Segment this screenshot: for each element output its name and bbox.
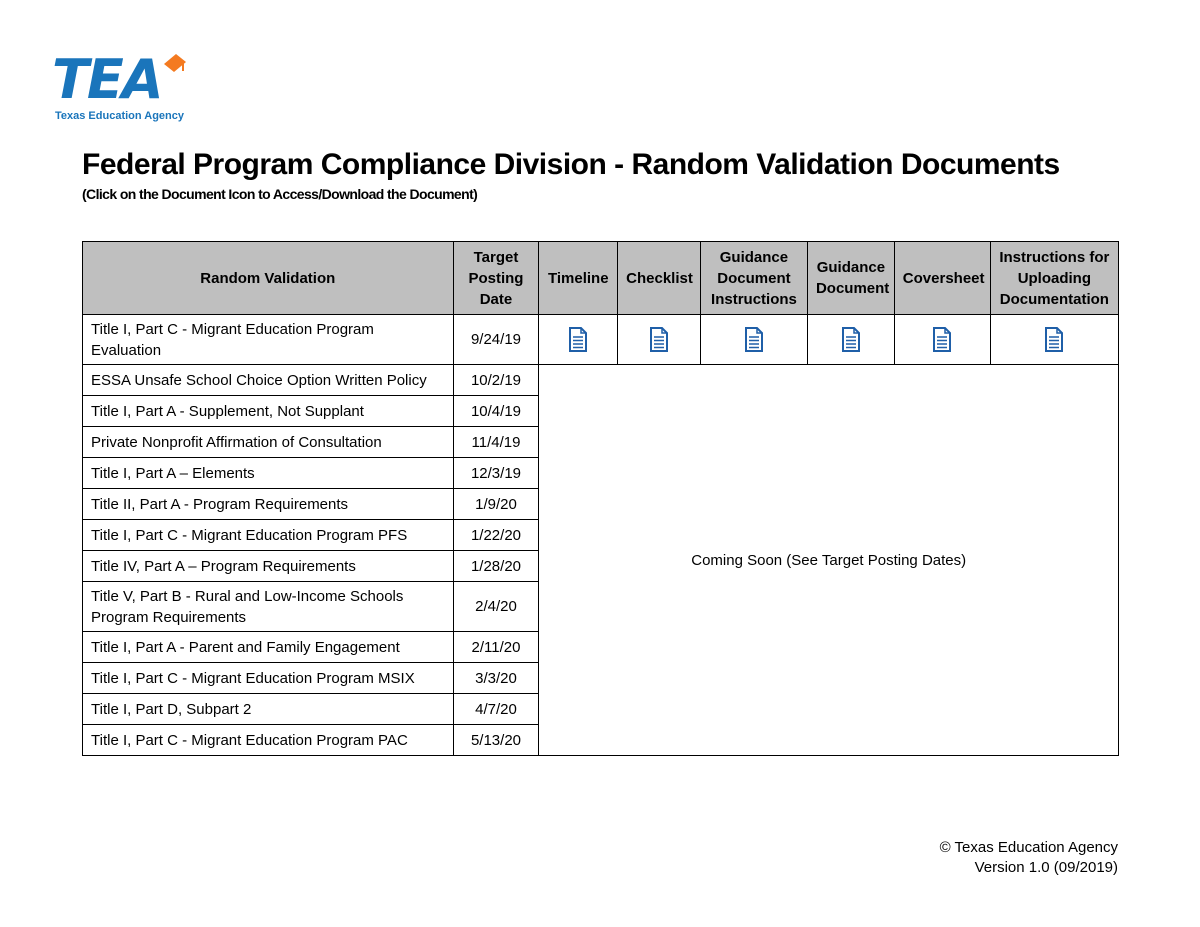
header-target-posting-date: Target Posting Date xyxy=(453,242,539,315)
tea-logo xyxy=(52,48,192,126)
row-date: 11/4/19 xyxy=(453,427,539,458)
row-name: Title I, Part C - Migrant Education Program MSIX xyxy=(83,663,454,694)
row-name: Title I, Part A - Parent and Family Engagement xyxy=(83,632,454,663)
upload-instructions-cell[interactable] xyxy=(990,315,1118,365)
copyright-text: © Texas Education Agency xyxy=(939,839,1118,856)
row-date: 3/3/20 xyxy=(453,663,539,694)
header-timeline: Timeline xyxy=(539,242,618,315)
document-icon[interactable] xyxy=(649,327,669,352)
row-date: 10/4/19 xyxy=(453,396,539,427)
row-date: 9/24/19 xyxy=(453,315,539,365)
checklist-cell[interactable] xyxy=(618,315,701,365)
version-text: Version 1.0 (09/2019) xyxy=(974,859,1118,876)
header-upload-instructions: Instructions for Uploading Documentation xyxy=(990,242,1118,315)
row-date: 2/4/20 xyxy=(453,582,539,632)
table-row xyxy=(83,365,1119,396)
table-row xyxy=(83,315,1119,365)
header-checklist: Checklist xyxy=(618,242,701,315)
row-date: 5/13/20 xyxy=(453,725,539,756)
header-coversheet: Coversheet xyxy=(894,242,990,315)
row-name: Title II, Part A - Program Requirements xyxy=(83,489,454,520)
row-date: 4/7/20 xyxy=(453,694,539,725)
logo-wordmark: TEA xyxy=(52,48,162,111)
coversheet-cell[interactable] xyxy=(894,315,990,365)
row-name: Title IV, Part A – Program Requirements xyxy=(83,551,454,582)
row-name: Title V, Part B - Rural and Low-Income Schools Program Requirements xyxy=(83,582,454,632)
graduation-cap-icon xyxy=(162,52,188,78)
row-name: Title I, Part C - Migrant Education Program PFS xyxy=(83,520,454,551)
row-name: Title I, Part C - Migrant Education Program PAC xyxy=(83,725,454,756)
row-date: 1/28/20 xyxy=(453,551,539,582)
row-name: Private Nonprofit Affirmation of Consultation xyxy=(83,427,454,458)
document-icon[interactable] xyxy=(841,327,861,352)
guidance-document-cell[interactable] xyxy=(807,315,894,365)
documents-table xyxy=(82,241,1119,756)
page-subtitle: (Click on the Document Icon to Access/Download the Document) xyxy=(82,186,478,202)
row-name: Title I, Part C - Migrant Education Program Evaluation xyxy=(83,315,454,365)
page-title: Federal Program Compliance Division - Random Validation Documents xyxy=(82,148,1060,181)
row-date: 1/22/20 xyxy=(453,520,539,551)
header-random-validation: Random Validation xyxy=(83,242,454,315)
document-icon[interactable] xyxy=(932,327,952,352)
header-guidance-document: Guidance Document xyxy=(807,242,894,315)
guidance-instructions-cell[interactable] xyxy=(700,315,807,365)
row-name: Title I, Part A - Supplement, Not Supplant xyxy=(83,396,454,427)
header-row xyxy=(83,242,1119,315)
row-name: Title I, Part D, Subpart 2 xyxy=(83,694,454,725)
footer xyxy=(940,838,1118,878)
logo-subtitle: Texas Education Agency xyxy=(55,110,184,122)
row-date: 2/11/20 xyxy=(453,632,539,663)
document-icon[interactable] xyxy=(1044,327,1064,352)
row-date: 12/3/19 xyxy=(453,458,539,489)
row-name: ESSA Unsafe School Choice Option Written Policy xyxy=(83,365,454,396)
header-guidance-instructions: Guidance Document Instructions xyxy=(700,242,807,315)
row-date: 1/9/20 xyxy=(453,489,539,520)
timeline-cell[interactable] xyxy=(539,315,618,365)
coming-soon-notice: Coming Soon (See Target Posting Dates) xyxy=(539,365,1119,756)
document-icon[interactable] xyxy=(568,327,588,352)
row-name: Title I, Part A – Elements xyxy=(83,458,454,489)
row-date: 10/2/19 xyxy=(453,365,539,396)
document-icon[interactable] xyxy=(744,327,764,352)
